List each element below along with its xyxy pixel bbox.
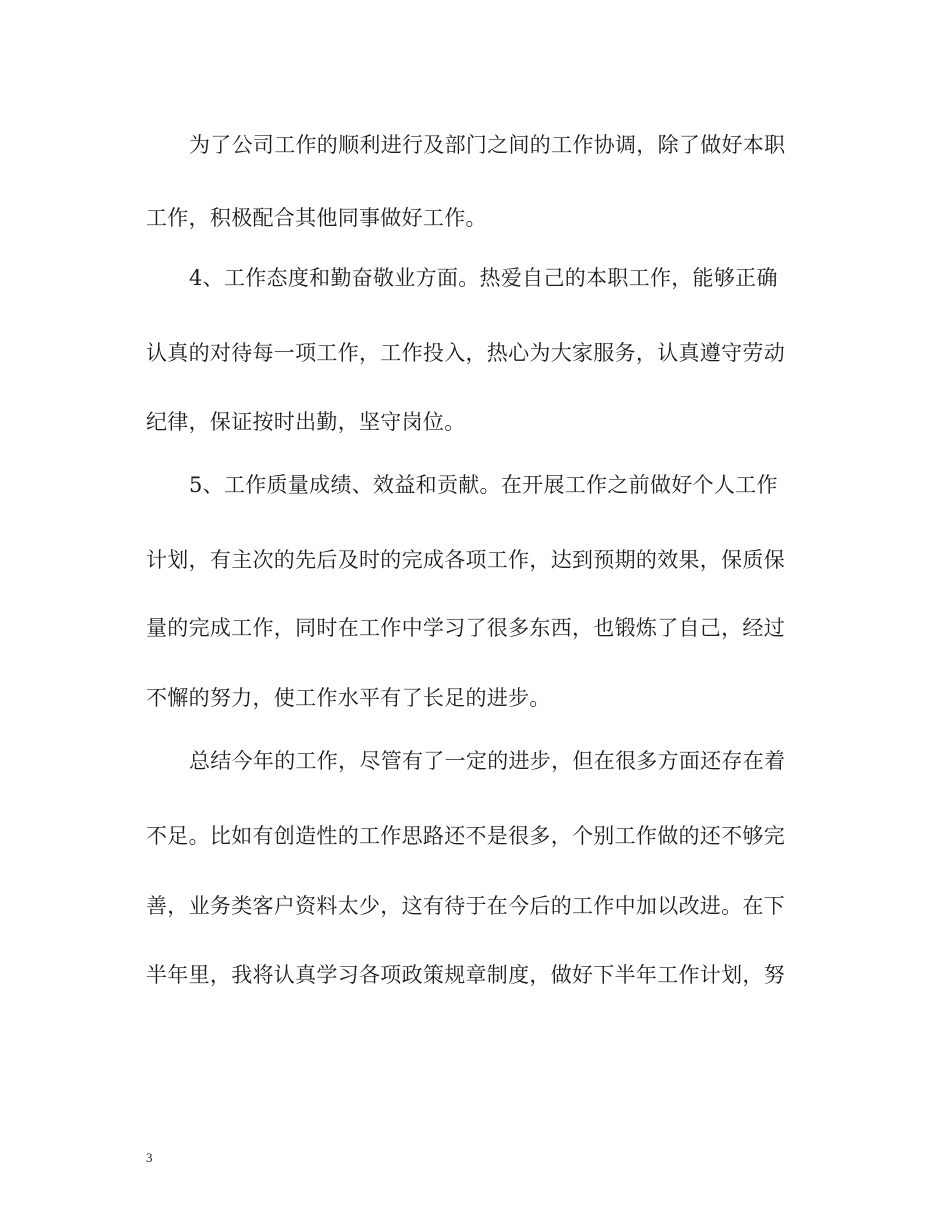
paragraph-line: 总结今年的工作，尽管有了一定的进步，但在很多方面还存在着 <box>189 749 786 773</box>
page-number: 3 <box>146 1150 153 1165</box>
paragraph-line: 不足。比如有创造性的工作思路还不是很多，个别工作做的还不够完 <box>146 824 785 848</box>
paragraph-line: 5、工作质量成绩、效益和贡献。在开展工作之前做好个人工作 <box>189 473 778 497</box>
paragraph-line: 善，业务类客户资料太少，这有待于在今后的工作中加以改进。在下 <box>146 894 785 918</box>
paragraph-line: 计划，有主次的先后及时的完成各项工作，达到预期的效果，保质保 <box>146 548 785 572</box>
paragraph-line: 不懈的努力，使工作水平有了长足的进步。 <box>146 686 551 710</box>
paragraph-line: 工作，积极配合其他同事做好工作。 <box>146 206 487 230</box>
paragraph-line: 为了公司工作的顺利进行及部门之间的工作协调，除了做好本职 <box>189 133 786 157</box>
paragraph-line: 量的完成工作，同时在工作中学习了很多东西，也锻炼了自己，经过 <box>146 616 785 640</box>
paragraph-line: 认真的对待每一项工作，工作投入，热心为大家服务，认真遵守劳动 <box>146 341 785 365</box>
paragraph-line: 半年里，我将认真学习各项政策规章制度，做好下半年工作计划，努 <box>146 963 785 987</box>
paragraph-line: 纪律，保证按时出勤，坚守岗位。 <box>146 410 466 434</box>
paragraph-line: 4、工作态度和勤奋敬业方面。热爱自己的本职工作，能够正确 <box>189 266 778 290</box>
